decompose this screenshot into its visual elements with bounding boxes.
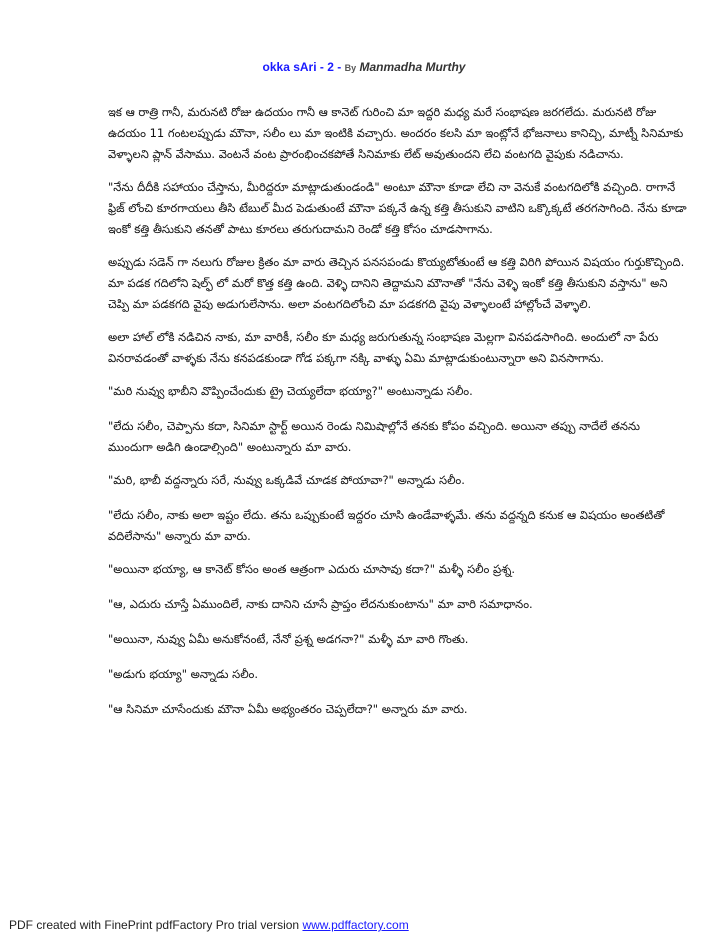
paragraph-12: "అడుగు భయ్యా" అన్నాడు సలీం. xyxy=(108,667,259,681)
paragraph-9: "అయినా భయ్యా, ఆ కానెట్ కోసం అంత ఆత్రంగా ఎదురు చూసావు కదా?" మళ్ళీ సలీం ప్రశ్న. xyxy=(108,562,516,576)
footer-text: PDF created with FinePrint pdfFactory Pro trial version xyxy=(9,918,300,932)
paragraph-5: "మరి నువ్వు భాబీని వొప్పించేందుకు ట్రై చెయ్యలేదా భయ్యా?" అంటున్నాడు సలీం. xyxy=(108,384,473,398)
paragraph-13: "ఆ సినిమా చూసేందుకు మౌనా ఏమీ అభ్యంతరం చెప్పలేదా?" అన్నారు మా వారు. xyxy=(108,702,468,716)
part-number: - 2 - xyxy=(319,60,342,74)
paragraph-7: "మరి, భాబీ వద్దన్నారు సరే, నువ్వు ఒక్కడివే చూడక పోయావా?" అన్నాడు సలీం. xyxy=(108,473,465,487)
story-title xyxy=(0,60,728,74)
author-name: Manmadha Murthy xyxy=(359,60,466,74)
paragraph-8: "లేదు సలీం, నాకు అలా ఇష్టం లేదు. తను ఒప్పుకుంటే ఇద్దరం చూసి ఉండేవాళ్ళమే. తను వద్దన్నది కనుక ఆ విషయం అంతటితో వదిలేసాను" అన్నారు మా వారు. xyxy=(108,508,665,543)
story-body xyxy=(108,102,688,734)
paragraph-1: ఇక ఆ రాత్రి గానీ, మరునటి రోజు ఉదయం గానీ ఆ కానెట్ గురించి మా ఇద్దరి మధ్య మరే సంభాషణ జరగలేదు. మరునటి రోజు ఉదయం 11 గంటలప్పుడు మౌనా, సలీం లు మా ఇంటికి వచ్చారు. అందరం కలసి మా ఇంట్లోనే భోజనాలు కానిచ్చి, మాట్నీ సినిమాకు వెళ్ళాలని ప్లాన్ వేసాము. వెంటనే వంట ప్రారంభించకపోతే సినిమాకు లేట్ అవుతుందని లేచి వంటగది వైపుకు నడిచాను. xyxy=(108,105,684,161)
pdffactory-link[interactable]: www.pdffactory.com xyxy=(302,918,409,932)
paragraph-10: "ఆ, ఎదురు చూస్తే ఏముందిలే, నాకు దానిని చూసే ప్రాప్తం లేదనుకుంటాను" మా వారి సమాధానం. xyxy=(108,597,533,611)
pdf-footer xyxy=(9,918,409,932)
by-label: By xyxy=(344,63,357,73)
title-text: okka sAri xyxy=(262,60,317,74)
paragraph-4: అలా హాల్ లోకి నడిచిన నాకు, మా వారికీ, సలీం కూ మధ్య జరుగుతున్న సంభాషణ మెల్లగా వినపడసాగింది. అందులో నా పేరు వినరావడంతో వాళ్ళకు నేను కనపడకుండా గోడ పక్కగా నక్కి వాళ్ళు ఏమి మాట్లాడుకుంటున్నారా అని వినసాగాను. xyxy=(108,330,659,365)
paragraph-3: అప్పుడు సడెన్ గా నలుగు రోజుల క్రితం మా వారు తెచ్చిన పనసపండు కొయ్యటోతుంటే ఆ కత్తి విరిగి పోయిన విషయం గుర్తుకొచ్చింది. మా పడక గదిలోని షెల్ఫ్ లో మరో కొత్త కత్తి ఉంది. వెళ్ళి దానిని తెద్దామని మౌనాతో "నేను వెళ్ళి ఇంకో కత్తి తీసుకుని వస్తాను" అని చెప్పి మా పడకగది వైపు అడుగులేసాను. అలా వంటగదిలోంచి మా పడకగది వైపు వెళ్ళాలంటే హాల్లోంచే వెళ్ళాలి. xyxy=(108,255,685,311)
paragraph-2: "నేను దీదీకి సహాయం చేస్తాను, మీరిద్దరూ మాట్లాడుతుండండి" అంటూ మౌనా కూడా లేచి నా వెనుకే వంటగదిలోకి వచ్చింది. రాగానే ఫ్రిజ్ లోంచి కూరగాయలు తీసి టేబుల్ మీద పెడుతుంటే మౌనా పక్కనే ఉన్న కత్తి తీసుకుని వాటిని ఒక్కొక్కటే తరగసాగింది. నేను కూడా ఇంకో కత్తి తీసుకుని తనతో పాటు కూరలు తరుగుదామని రెండో కత్తి కోసం చూడసాగాను. xyxy=(108,180,687,236)
paragraph-11: "అయినా, నువ్వు ఏమీ అనుకోనంటే, నేనో ప్రశ్న అడగనా?" మళ్ళీ మా వారి గొంతు. xyxy=(108,632,469,646)
paragraph-6: "లేదు సలీం, చెప్పాను కదా, సినిమా స్టార్ట్ అయిన రెండు నిమిషాల్లోనే తనకు కోపం వచ్చింది. అయినా తప్పు నాదేలే తనను ముందుగా అడిగి ఉండాల్సింది" అంటున్నారు మా వారు. xyxy=(108,419,641,454)
